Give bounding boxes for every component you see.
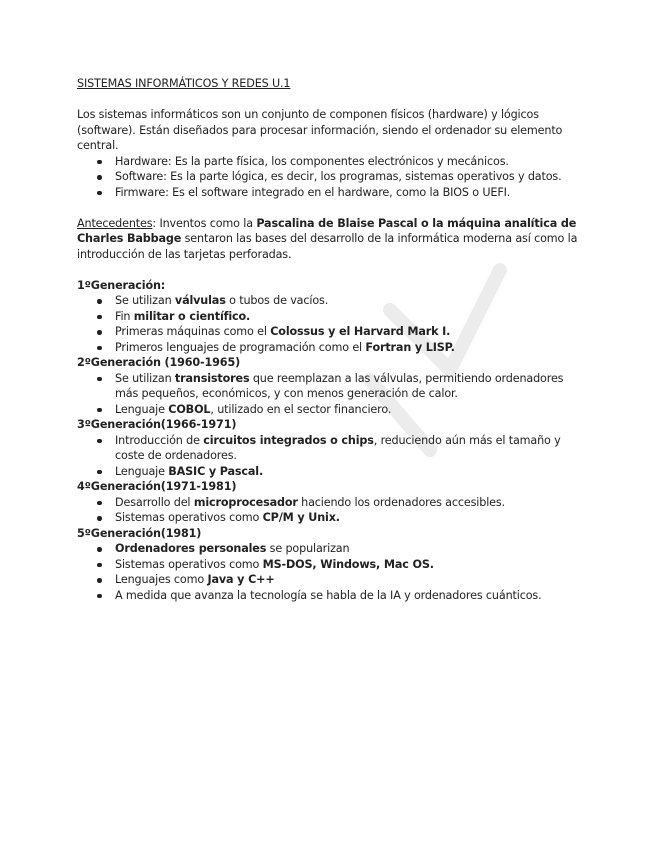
generation-1-list: [77, 293, 582, 355]
antecedentes-label: Antecedentes: [77, 216, 153, 230]
list-item: Se utilizan válvulas o tubos de vacíos.: [77, 293, 582, 309]
generation-4-list: [77, 495, 582, 526]
generation-3-list: [77, 433, 582, 480]
intro-list: [77, 154, 582, 201]
list-item: Se utilizan transistores que reemplazan a las válvulas, permitiendo ordenadores más pequeños, económicos, y con menos generación de calor.: [77, 371, 582, 402]
document-title: SISTEMAS INFORMÁTICOS Y REDES U.1: [77, 77, 291, 90]
list-item: Desarrollo del microprocesador haciendo los ordenadores accesibles.: [77, 495, 582, 511]
generation-4-heading: 4ºGeneración(1971-1981): [77, 480, 237, 493]
antecedentes-bold: Pascalina de Blaise Pascal o la máquina analítica de Charles Babbage: [77, 216, 577, 245]
generation-3-heading: 3ºGeneración(1966-1971): [77, 418, 237, 431]
list-item: Introducción de circuitos integrados o chips, reduciendo aún más el tamaño y coste de ordenadores.: [77, 433, 582, 464]
intro-paragraph: Los sistemas informáticos son un conjunto de componen físicos (hardware) y lógicos (software). Están diseñados para procesar información, siendo el ordenador su elemento central.: [77, 108, 563, 152]
list-item: Lenguaje COBOL, utilizado en el sector financiero.: [77, 402, 582, 418]
list-item: Sistemas operativos como MS-DOS, Windows, Mac OS.: [77, 557, 582, 573]
list-item: Lenguaje BASIC y Pascal.: [77, 464, 582, 480]
list-item: Ordenadores personales se popularizan: [77, 541, 582, 557]
list-item: Sistemas operativos como CP/M y Unix.: [77, 510, 582, 526]
generation-2-list: [77, 371, 582, 418]
list-item: Software: Es la parte lógica, es decir, los programas, sistemas operativos y datos.: [77, 169, 582, 185]
generation-2-heading: 2ºGeneración (1960-1965): [77, 356, 241, 369]
list-item: Primeros lenguajes de programación como el Fortran y LISP.: [77, 340, 582, 356]
generation-5-list: [77, 541, 582, 603]
antecedentes-text: sentaron las bases del desarrollo de la informática moderna así como la introducción de las tarjetas perforadas.: [77, 232, 578, 261]
document-body: [77, 76, 582, 603]
list-item: A medida que avanza la tecnología se habla de la IA y ordenadores cuánticos.: [77, 588, 582, 604]
generation-1-heading: 1ºGeneración:: [77, 278, 166, 292]
list-item: Lenguajes como Java y C++: [77, 572, 582, 588]
antecedentes-paragraph: [77, 216, 582, 263]
list-item: Primeras máquinas como el Colossus y el Harvard Mark I.: [77, 324, 582, 340]
generation-5-heading: 5ºGeneración(1981): [77, 526, 202, 540]
list-item: Fin militar o científico.: [77, 309, 582, 325]
list-item: Hardware: Es la parte física, los componentes electrónicos y mecánicos.: [77, 154, 582, 170]
antecedentes-text: : Inventos como la: [152, 216, 257, 230]
list-item: Firmware: Es el software integrado en el hardware, como la BIOS o UEFI.: [77, 185, 582, 201]
